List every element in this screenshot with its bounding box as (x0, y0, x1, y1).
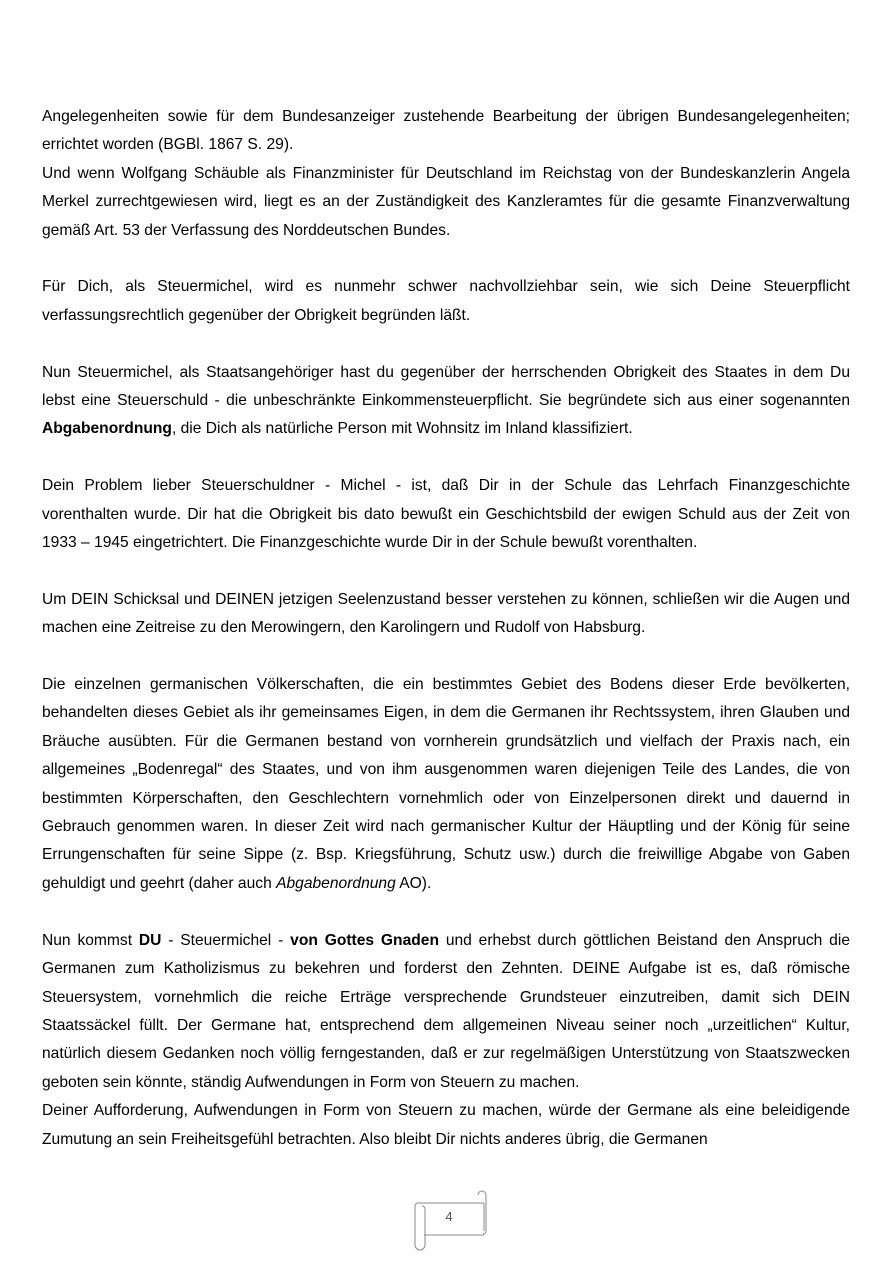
paragraph-spacer (42, 330, 850, 358)
paragraph-text: , die Dich als natürliche Person mit Wohnsitz im Inland klassifiziert. (171, 420, 633, 438)
paragraph-text: Nun Steuermichel, als Staatsangehöriger hast du gegenüber der herrschenden Obrigkeit des Staates in dem Du lebst eine Steuerschuld - die unbeschränkte Einkommensteuerpflicht. Sie begründete sich aus einer sogenannten (42, 363, 850, 410)
paragraph (42, 273, 850, 330)
paragraph-text: und erhebst durch göttlichen Beistand den Anspruch die Germanen zum Katholizismus zu bekehren und forderst den Zehnten. DEINE Aufgabe ist es, daß römische Steuersystem, vornehmlich die reiche Erträge versprechende Grundsteuer einzutreiben, damit sich DEIN Staatssäckel füllt. Der Germane hat, entsprechend dem allgemeinen Niveau seiner noch „urzeitlichen“ Kultur, natürlich diesem Gedanken noch völlig ferngestanden, daß er zur regelmäßigen Unterstützung von Staatszwecken geboten sein könnte, ständig Aufwendungen in Form von Steuern zu machen. (42, 931, 850, 1091)
paragraph (42, 671, 850, 898)
paragraph-text: Angelegenheiten sowie für dem Bundesanzeiger zustehende Bearbeitung der übrigen Bundesangelegenheiten; errichtet worden (BGBl. 1867 S. 29). (42, 108, 850, 154)
paragraph (42, 1097, 850, 1154)
paragraph-text: Die einzelnen germanischen Völkerschaften, die ein bestimmtes Gebiet des Bodens dieser Erde bevölkerten, behandelten dieses Gebiet als ihr gemeinsames Eigen, in dem die Germanen ihr Rechtssystem, ihren Glauben und Bräuche ausübten. Für die Germanen bestand von vornherein grundsätzlich und vielfach der Praxis nach, ein allgemeines „Bodenregal“ des Staates, und von ihm ausgenommen waren diejenigen Teile des Landes, die von bestimmten Körperschaften, den Geschlechtern vornehmlich oder von Einzelpersonen direkt und dauernd in Gebrauch genommen waren. In dieser Zeit wird nach germanischer Kultur der Häuptling und der König für seine Errungenschaften für seine Sippe (z. Bsp. Kriegsführung, Schutz usw.) durch die freiwillige Abgabe von Gaben gehuldigt und geehrt (daher auch (42, 676, 850, 892)
bold-term: Abgabenordnung (42, 420, 172, 438)
paragraph-text: Und wenn Wolfgang Schäuble als Finanzminister für Deutschland im Reichstag von der Bundeskanzlerin Angela Merkel zurrechtgewiesen wird, liegt es an der Zuständigkeit des Kanzleramtes für die gesamte Finanzverwaltung gemäß Art. 53 der Verfassung des Norddeutschen Bundes. (42, 164, 850, 239)
paragraph-text: Für Dich, als Steuermichel, wird es nunmehr schwer nachvollziehbar sein, wie sich Deine Steuerpflicht verfassungsrechtlich gegenüber der Obrigkeit begründen läßt. (42, 278, 850, 324)
paragraph-spacer (42, 898, 850, 926)
bold-term: von Gottes Gnaden (290, 931, 439, 949)
paragraph-spacer (42, 643, 850, 671)
paragraph (42, 927, 850, 1097)
paragraph-text: Dein Problem lieber Steuerschuldner - Michel - ist, daß Dir in der Schule das Lehrfach Finanzgeschichte vorenthalten wurde. Dir hat die Obrigkeit bis dato bewußt ein Geschichtsbild der ewigen Schuld aus der Zeit von 1933 – 1945 eingetrichtert. Die Finanzgeschichte wurde Dir in der Schule bewußt vorenthalten. (42, 477, 850, 552)
paragraph-text: Um DEIN Schicksal und DEINEN jetzigen Seelenzustand besser verstehen zu können, schließen wir die Augen und machen eine Zeitreise zu den Merowingern, den Karolingern und Rudolf von Habsburg. (42, 590, 850, 637)
paragraph-text: Deiner Aufforderung, Aufwendungen in Form von Steuern zu machen, würde der Germane als eine beleidigende Zumutung an sein Freiheitsgefühl betrachten. Also bleibt Dir nichts anderes übrig, die Germanen (42, 1102, 850, 1148)
paragraph (42, 160, 850, 245)
paragraph (42, 359, 850, 444)
paragraph (42, 472, 850, 557)
page-footer (406, 1189, 488, 1253)
italic-term: Abgabenordnung (276, 874, 396, 892)
paragraph-text: - Steuermichel - (161, 931, 291, 949)
paragraph-text: Nun kommst (42, 931, 139, 949)
paragraph-text: AO). (395, 874, 432, 892)
bold-term: DU (138, 931, 162, 949)
paragraph (42, 103, 850, 160)
page-number: 4 (445, 1209, 453, 1224)
paragraph-spacer (42, 444, 850, 472)
paragraph-spacer (42, 245, 850, 273)
document-body (42, 103, 850, 1154)
paragraph (42, 586, 850, 643)
paragraph-spacer (42, 557, 850, 585)
